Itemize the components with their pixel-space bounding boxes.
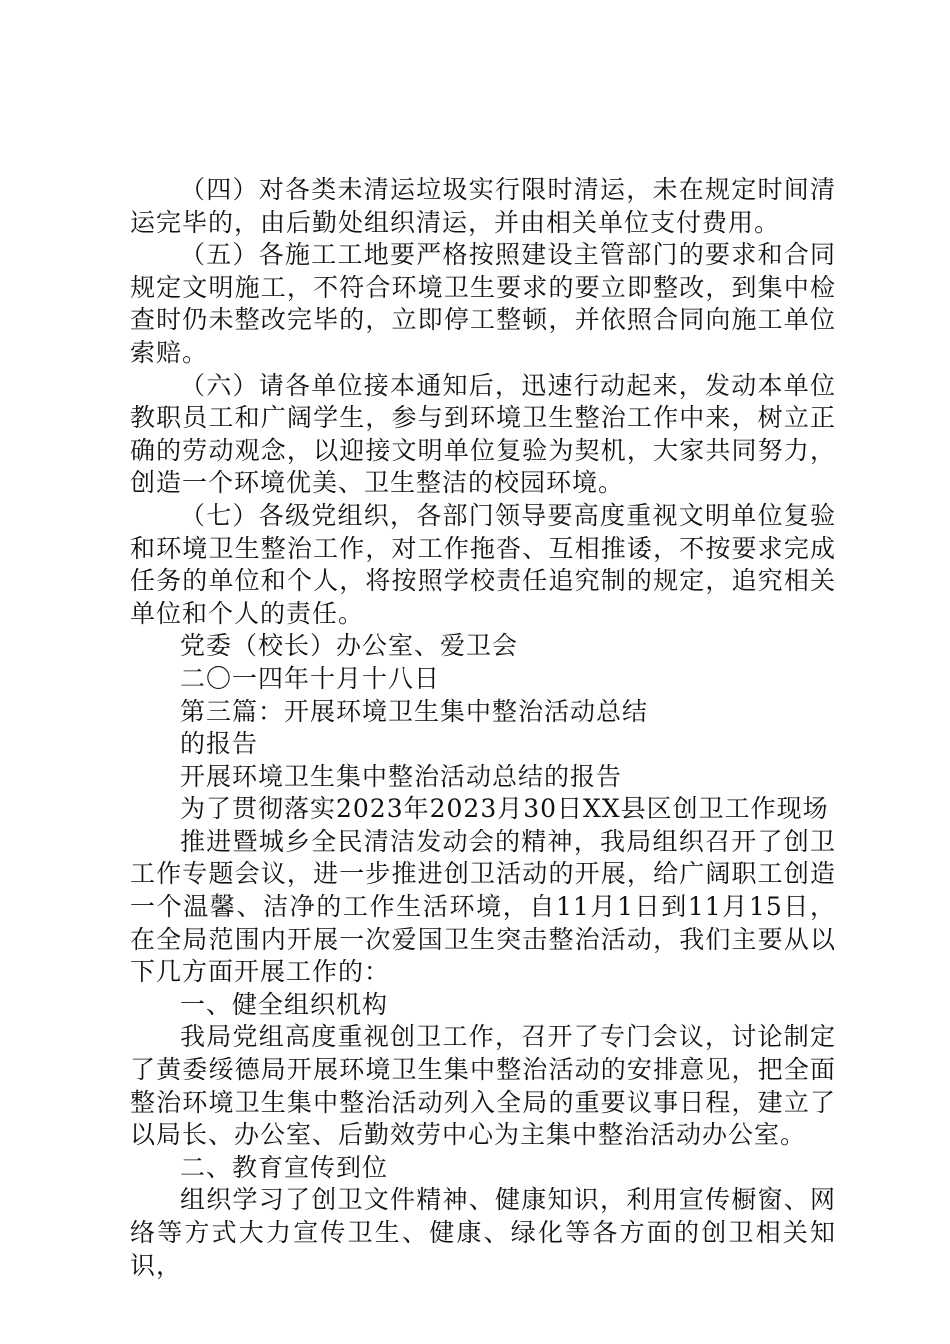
section-title-line-1: 第三篇：开展环境卫生集中整治活动总结: [180, 696, 649, 726]
paragraph-item-7: （七）各级党组织，各部门领导要高度重视文明单位复验和环境卫生整治工作，对工作拖沓、互相推诿，不按要求完成任务的单位和个人，将按照学校责任追究制的规定，追究相关单位和个人的责任。: [130, 500, 836, 628]
paragraph-item-6: （六）请各单位接本通知后，迅速行动起来，发动本单位教职员工和广阔学生，参与到环境卫生整治工作中来，树立正确的劳动观念，以迎接文明单位复验为契机，大家共同努力，创造一个环境优美、卫生整洁的校园环境。: [130, 370, 836, 498]
paragraph-item-5: （五）各施工工地要严格按照建设主管部门的要求和合同规定文明施工，不符合环境卫生要求的要立即整改，到集中检查时仍未整改完毕的，立即停工整顿，并依照合同向施工单位索赔。: [130, 240, 836, 367]
heading-publicity: 二、教育宣传到位: [180, 1152, 389, 1182]
report-body-paragraph: 推进暨城乡全民清洁发动会的精神，我局组织召开了创卫工作专题会议，进一步推进创卫活动的开展，给广阔职工创造一个温馨、洁净的工作生活环境，自11月1日到11月15日，在全局范围内开展一次爱国卫生突击整治活动，我们主要从以下几方面开展工作的：: [130, 826, 836, 987]
heading-organization: 一、健全组织机构: [180, 989, 389, 1019]
report-intro-line: 为了贯彻落实2023年2023月30日XX县区创卫工作现场: [180, 794, 829, 824]
paragraph-publicity: 组织学习了创卫文件精神、健康知识，利用宣传橱窗、网络等方式大力宣传卫生、健康、绿化等各方面的创卫相关知识，: [130, 1185, 836, 1280]
date-line: 二〇一四年十月十八日: [180, 663, 441, 693]
signature-line: 党委（校长）办公室、爱卫会: [180, 631, 519, 661]
document-body: [130, 174, 836, 1282]
section-title-line-2: 的报告: [180, 729, 259, 759]
paragraph-organization: 我局党组高度重视创卫工作，召开了专门会议，讨论制定了黄委绥德局开展环境卫生集中整治活动的安排意见，把全面整治环境卫生集中整治活动列入全局的重要议事日程，建立了以局长、办公室、后勤效劳中心为主集中整治活动办公室。: [130, 1022, 836, 1150]
report-title: 开展环境卫生集中整治活动总结的报告: [180, 761, 623, 791]
paragraph-item-4: （四）对各类未清运垃圾实行限时清运，未在规定时间清运完毕的，由后勤处组织清运，并由相关单位支付费用。: [130, 175, 836, 237]
